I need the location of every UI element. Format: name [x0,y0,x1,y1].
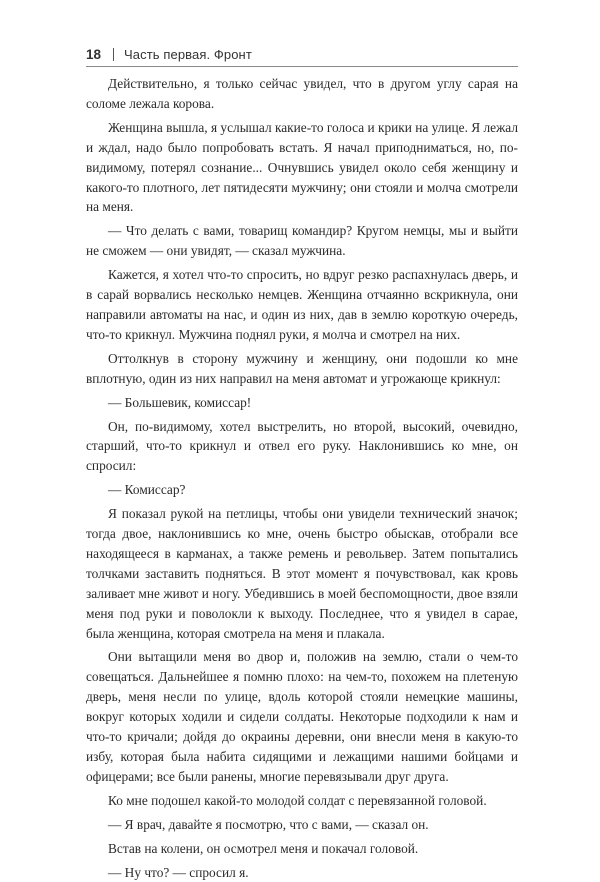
paragraph: — Большевик, комиссар! [108,394,252,410]
paragraph: Женщина вышла, я услышал какие-то голоса и крики на улице. Я лежал и ждал, надо было попробовать встать. Я начал приподниматься, но, по-видимому, потерял сознание... Очнувшись увидел около себя женщину и какого-то плотного, лет пятидесяти мужчину; они стояли и молча смотрели на меня. [86,119,518,215]
body-text [86,74,518,882]
paragraph: — Я врач, давайте я посмотрю, что с вами, — сказал он. [108,816,429,832]
paragraph: Он, по-видимому, хотел выстрелить, но второй, высокий, очевидно, старший, что-то крикнул и отвел его руку. Наклонившись ко мне, он спросил: [86,418,518,474]
page-header [86,44,518,64]
running-title: Часть первая. Фронт [124,46,252,62]
paragraph: Оттолкнув в сторону мужчину и женщину, они подошли ко мне вплотную, один из них направил на меня автомат и угрожающе крикнул: [86,350,518,386]
paragraph: Действительно, я только сейчас увидел, что в другом углу сарая на соломе лежала корова. [86,76,518,111]
paragraph: Встав на колени, он осмотрел меня и покачал головой. [108,840,419,856]
paragraph: Я показал рукой на петлицы, чтобы они увидели технический значок; тогда двое, наклонившись ко мне, очень быстро обыскав, отобрали все находящееся в карманах, а также ремень и револьвер. Затем попытались толчками заставить подняться. В этот момент я почувствовал, как кровь заливает мне живот и ногу. Убедившись в моей беспомощности, двое взяли меня под руки и поволокли к выходу. Последнее, что я увидел в сарае, была женщина, которая смотрела на меня и плакала. [86,506,518,641]
paragraph: — Ну что? — спросил я. [108,864,249,880]
paragraph: — Что делать с вами, товарищ командир? Кругом немцы, мы и выйти не сможем — они увидят, — сказал мужчина. [86,223,518,259]
paragraph: Кажется, я хотел что-то спросить, но вдруг резко распахнулась дверь, и в сарай ворвались несколько немцев. Женщина отчаянно вскрикнула, они направили автоматы на нас, и один из них, дав в землю короткую очередь, что-то крикнул. Мужчина поднял руки, я молча и смотрел на них. [86,267,518,342]
page-number: 18 [86,46,102,62]
paragraph: Ко мне подошел какой-то молодой солдат с перевязанной головой. [108,792,487,808]
paragraph: Они вытащили меня во двор и, положив на землю, стали о чем-то совещаться. Дальнейшее я помню плохо: на чем-то, похожем на плетеную дверь, меня несли по улице, вдоль которой стояли немецкие машины, вокруг которых ходили и сидели солдаты. Некоторые подходили к нам и что-то кричали; дойдя до окраины деревни, они внесли меня в какую-то избу, которая была набита сидящими и лежащими нашими бойцами и офицерами; все были ранены, многие перевязывали друг друга. [86,649,518,784]
header-divider [113,48,114,61]
paragraph: — Комиссар? [108,482,186,498]
header-rule [86,66,518,67]
